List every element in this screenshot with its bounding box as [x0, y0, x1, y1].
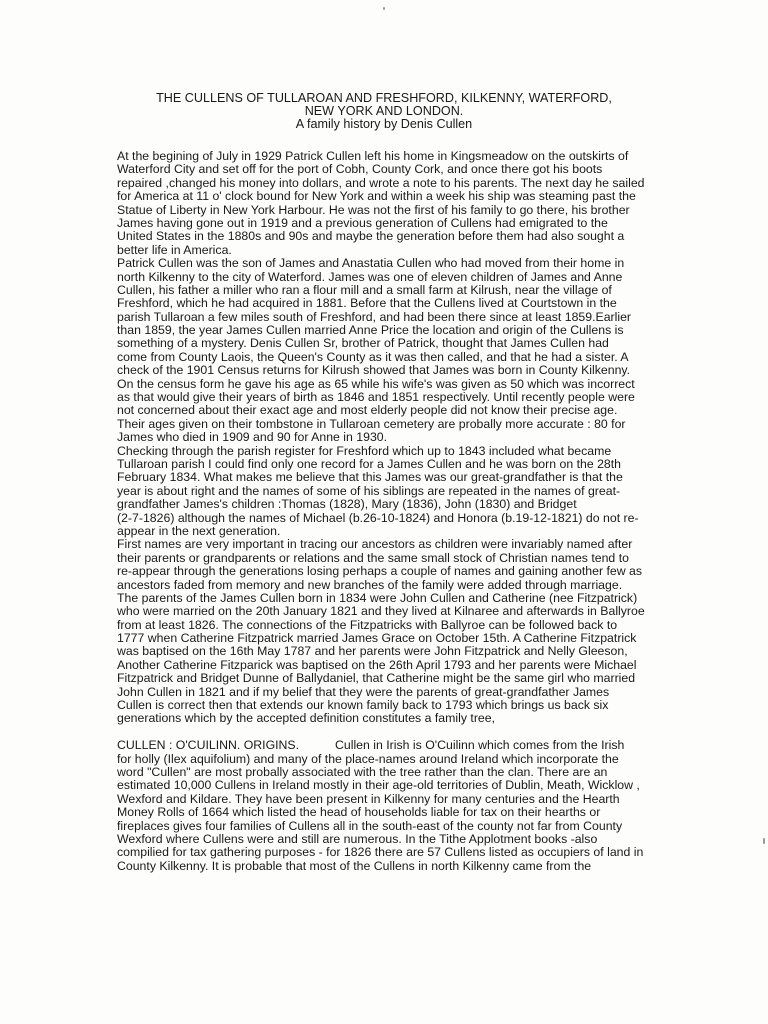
body-line: not concerned about their exact age and most elderly people did not know their precise age. [117, 403, 618, 418]
body-line: estimated 10,000 Cullens in Ireland mostly in their age-old territories of Dublin, Meath, Wicklow , [117, 778, 640, 793]
scan-speck [763, 838, 765, 844]
byline: A family history by Denis Cullen [295, 117, 473, 131]
body-line: grandfather James's children :Thomas (1828), Mary (1836), John (1830) and Bridget [117, 497, 577, 512]
body-line: First names are very important in tracing our ancestors as children were invariably named after [117, 537, 633, 552]
body-line: come from County Laois, the Queen's County as it was then called, and that he had a sister. A [117, 349, 629, 364]
body-line: 1777 when Catherine Fitzpatrick married James Grace on October 15th. A Catherine Fitzpatrick [117, 631, 637, 646]
body-line: The parents of the James Cullen born in 1834 were John Cullen and Catherine (nee Fitzpatrick) [117, 590, 638, 605]
body-line: their parents or grandparents or relations and the same small stock of Christian names tend to [117, 550, 629, 565]
body-line: repaired ,changed his money into dollars, and wrote a note to his parents. The next day he sailed [117, 175, 645, 190]
body-line: At the begining of July in 1929 Patrick Cullen left his home in Kingsmeadow on the outskirts of [117, 149, 629, 163]
body-line: On the census form he gave his age as 65 while his wife's was given as 50 which was incorrect [117, 376, 635, 391]
body-line: from at least 1826. The connections of the Fitzpatricks with Ballyroe can be followed back to [117, 617, 618, 632]
body-line: Fitzpatrick and Bridget Dunne of Ballydaniel, that Catherine might be the same girl who married [117, 671, 636, 686]
body-line: Cullen, his father a miller who ran a flour mill and a small farm at Kilrush, near the village of [117, 282, 612, 297]
body-line: Cullen is correct then that extends our known family back to 1793 which brings us back six [117, 698, 609, 713]
body-line: north Kilkenny to the city of Waterford. James was one of eleven children of James and Anne [117, 269, 623, 284]
body-line: Wexford and Kildare. They have been present in Kilkenny for many centuries and the Hearth [117, 791, 620, 806]
body-line: was baptised on the 16th May 1787 and her parents were John Fitzpatrick and Nelly Gleeson, [117, 644, 628, 659]
body-line: check of the 1901 Census returns for Kilrush showed that James was born in County Kilkenny. [117, 363, 631, 378]
body-line [117, 726, 677, 739]
body-line: Tullaroan parish I could find only one record for a James Cullen and he was born on the 28th [117, 456, 622, 471]
body-line: compilied for tax gathering purposes - for 1826 there are 57 Cullens listed as occupiers of land in [117, 845, 644, 860]
body-line: as that would give their years of birth as 1846 and 1851 respectively. Until recently people were [117, 390, 635, 405]
body-line: Another Catherine Fitzparick was baptised on the 26th April 1793 and her parents were Michael [117, 657, 637, 672]
body-line: Money Rolls of 1664 which listed the head of households liable for tax on their hearths or [117, 805, 601, 820]
body-line: something of a mystery. Denis Cullen Sr, brother of Patrick, thought that James Cullen had [117, 336, 609, 351]
body-line: February 1834. What makes me believe that this James was our great-grandfather is that the [117, 470, 623, 485]
document-title [0, 92, 768, 131]
body-line: appear in the next generation. [117, 523, 281, 538]
body-line: than 1859, the year James Cullen married Anne Price the location and origin of the Cullens is [117, 323, 624, 338]
body-line: Freshford, which he had acquired in 1881. Before that the Cullens lived at Courtstown in the [117, 296, 617, 311]
body-line: generations which by the accepted definition constitutes a family tree, [117, 711, 496, 726]
body-line: Patrick Cullen was the son of James and Anastatia Cullen who had moved from their home in [117, 256, 625, 271]
body-line: John Cullen in 1821 and if my belief that they were the parents of great-grandfather James [117, 684, 610, 699]
body-line: United States in the 1880s and 90s and maybe the generation before them had also sought a [117, 229, 625, 244]
body-line: Wexford where Cullens were and still are numerous. In the Tithe Applotment books -also [117, 831, 598, 846]
body-line: Waterford City and set off for the port of Cobh, County Cork, and once there got his boots [117, 162, 603, 177]
body-line: re-appear through the generations losing perhaps a couple of names and gaining another few as [117, 564, 643, 579]
title-line: THE CULLENS OF TULLAROAN AND FRESHFORD, KILKENNY, WATERFORD, [156, 91, 612, 105]
body-line: (2-7-1826) although the names of Michael (b.26-10-1824) and Honora (b.19-12-1821) do not re- [117, 510, 639, 525]
body-line: for holly (Ilex aquifolium) and many of the place-names around Ireland which incorporate the [117, 751, 619, 766]
body-line: who were married on the 20th January 1821 and they lived at Kilnaree and afterwards in Ballyroe [117, 604, 645, 619]
body-line: County Kilkenny. It is probable that most of the Cullens in north Kilkenny came from the [117, 858, 592, 873]
body-line: better life in America. [117, 242, 232, 257]
body-line: Checking through the parish register for Freshford which up to 1843 included what became [117, 443, 612, 458]
body-line: James having gone out in 1919 and a previous generation of Cullens had emigrated to the [117, 215, 608, 230]
body-line: for America at 11 o' clock bound for New York and within a week his ship was steaming past the [117, 189, 636, 204]
body-line: fireplaces gives four families of Cullens all in the south-east of the county not far from County [117, 818, 623, 833]
body-line: year is about right and the names of some of his siblings are repeated in the names of great- [117, 483, 621, 498]
body-line: James who died in 1909 and 90 for Anne in 1930. [117, 430, 388, 445]
section-heading: CULLEN : O'CUILINN. ORIGINS. [117, 738, 300, 753]
scan-speck [383, 7, 385, 10]
origins-line [117, 739, 677, 752]
body-line: Their ages given on their tombstone in Tullaroan cemetery are probally more accurate : 80 for [117, 416, 626, 431]
document-body [117, 150, 677, 873]
body-line: Statue of Liberty in New York Harbour. He was not the first of his family to go there, his brother [117, 202, 630, 217]
body-line: ancestors faded from memory and new branches of the family were added through marriage. [117, 577, 623, 592]
origins-first-line: Cullen in Irish is O'Cuilinn which comes from the Irish [335, 738, 625, 753]
subtitle-line: NEW YORK AND LONDON. [304, 104, 464, 118]
body-line: parish Tullaroan a few miles south of Freshford, and had been there since at least 1859.Earlier [117, 309, 632, 324]
body-line: word "Cullen" are most probally associated with the tree rather than the clan. There are an [117, 764, 608, 779]
